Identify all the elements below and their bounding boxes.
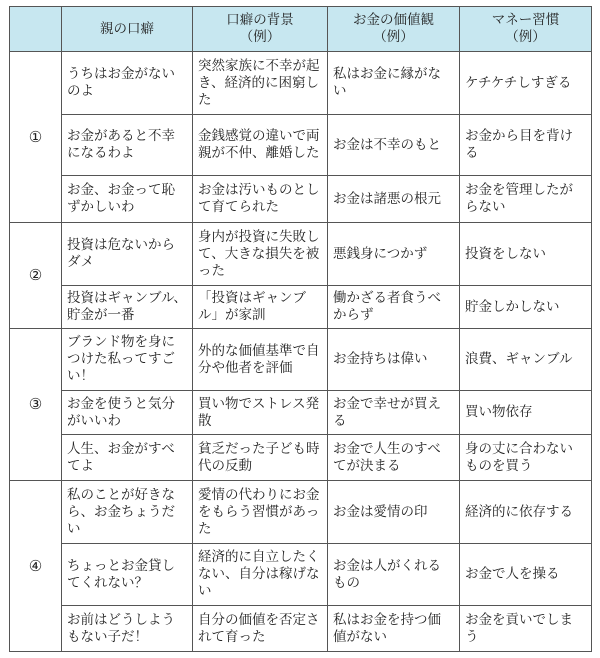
cell-habit: お金で人を操る	[460, 544, 592, 606]
cell-phrase: お金を使うと気分がいいわ	[62, 391, 193, 435]
cell-background: 経済的に自立したくない、自分は稼げない	[193, 544, 328, 606]
table-header	[10, 7, 592, 52]
cell-values: お金持ちは偉い	[328, 329, 460, 391]
cell-habit: 身の丈に合わないものを買う	[460, 435, 592, 481]
header-row	[10, 7, 592, 52]
cell-values: 私はお金を持つ価値がない	[328, 606, 460, 652]
table-row	[10, 286, 592, 329]
cell-phrase: 私のことが好きなら、お金ちょうだい	[62, 481, 193, 544]
header-background: 口癖の背景 （例）	[193, 7, 328, 52]
cell-background: 「投資はギャンブル」が家訓	[193, 286, 328, 329]
cell-phrase: 投資はギャンブル、貯金が一番	[62, 286, 193, 329]
table-row	[10, 223, 592, 286]
table-body	[10, 52, 592, 652]
cell-values: お金は諸悪の根元	[328, 176, 460, 223]
cell-background: 外的な価値基準で自分や他者を評価	[193, 329, 328, 391]
cell-habit: お金を貢いでしまう	[460, 606, 592, 652]
table-row	[10, 435, 592, 481]
cell-phrase: 人生、お金がすべてよ	[62, 435, 193, 481]
cell-habit: お金を管理したがらない	[460, 176, 592, 223]
cell-habit: お金から目を背ける	[460, 115, 592, 176]
cell-background: 愛情の代わりにお金をもらう習慣があった	[193, 481, 328, 544]
group-marker: ②	[10, 223, 62, 329]
table-row	[10, 544, 592, 606]
group-marker: ③	[10, 329, 62, 481]
money-habits-table	[9, 6, 592, 652]
cell-habit: 経済的に依存する	[460, 481, 592, 544]
header-phrase: 親の口癖	[62, 7, 193, 52]
cell-background: お金は汚いものとして育てられた	[193, 176, 328, 223]
cell-phrase: お金があると不幸になるわよ	[62, 115, 193, 176]
table-row	[10, 52, 592, 115]
table-row	[10, 115, 592, 176]
cell-phrase: ブランド物を身につけた私ってすごい！	[62, 329, 193, 391]
table-row	[10, 606, 592, 652]
cell-values: お金は人がくれるもの	[328, 544, 460, 606]
cell-values: お金で人生のすべてが決まる	[328, 435, 460, 481]
cell-background: 突然家族に不幸が起き、経済的に困窮した	[193, 52, 328, 115]
cell-background: 身内が投資に失敗して、大きな損失を被った	[193, 223, 328, 286]
cell-habit: 投資をしない	[460, 223, 592, 286]
header-habit: マネー習慣 （例）	[460, 7, 592, 52]
cell-phrase: お金、お金って恥ずかしいわ	[62, 176, 193, 223]
cell-phrase: うちはお金がないのよ	[62, 52, 193, 115]
cell-habit: 貯金しかしない	[460, 286, 592, 329]
cell-background: 自分の価値を否定されて育った	[193, 606, 328, 652]
cell-values: 私はお金に縁がない	[328, 52, 460, 115]
cell-values: 悪銭身につかず	[328, 223, 460, 286]
group-marker: ①	[10, 52, 62, 223]
cell-phrase: お前はどうしようもない子だ！	[62, 606, 193, 652]
cell-values: お金で幸せが買える	[328, 391, 460, 435]
cell-background: 買い物でストレス発散	[193, 391, 328, 435]
cell-values: 働かざる者食うべからず	[328, 286, 460, 329]
table-row	[10, 329, 592, 391]
group-marker: ④	[10, 481, 62, 652]
header-group	[10, 7, 62, 52]
header-values: お金の価値観 （例）	[328, 7, 460, 52]
cell-background: 貧乏だった子ども時代の反動	[193, 435, 328, 481]
cell-habit: ケチケチしすぎる	[460, 52, 592, 115]
cell-phrase: ちょっとお金貸してくれない？	[62, 544, 193, 606]
cell-habit: 買い物依存	[460, 391, 592, 435]
table-row	[10, 391, 592, 435]
table-row	[10, 481, 592, 544]
cell-values: お金は愛情の印	[328, 481, 460, 544]
table-row	[10, 176, 592, 223]
cell-habit: 浪費、ギャンブル	[460, 329, 592, 391]
cell-background: 金銭感覚の違いで両親が不仲、離婚した	[193, 115, 328, 176]
cell-phrase: 投資は危ないからダメ	[62, 223, 193, 286]
cell-values: お金は不幸のもと	[328, 115, 460, 176]
